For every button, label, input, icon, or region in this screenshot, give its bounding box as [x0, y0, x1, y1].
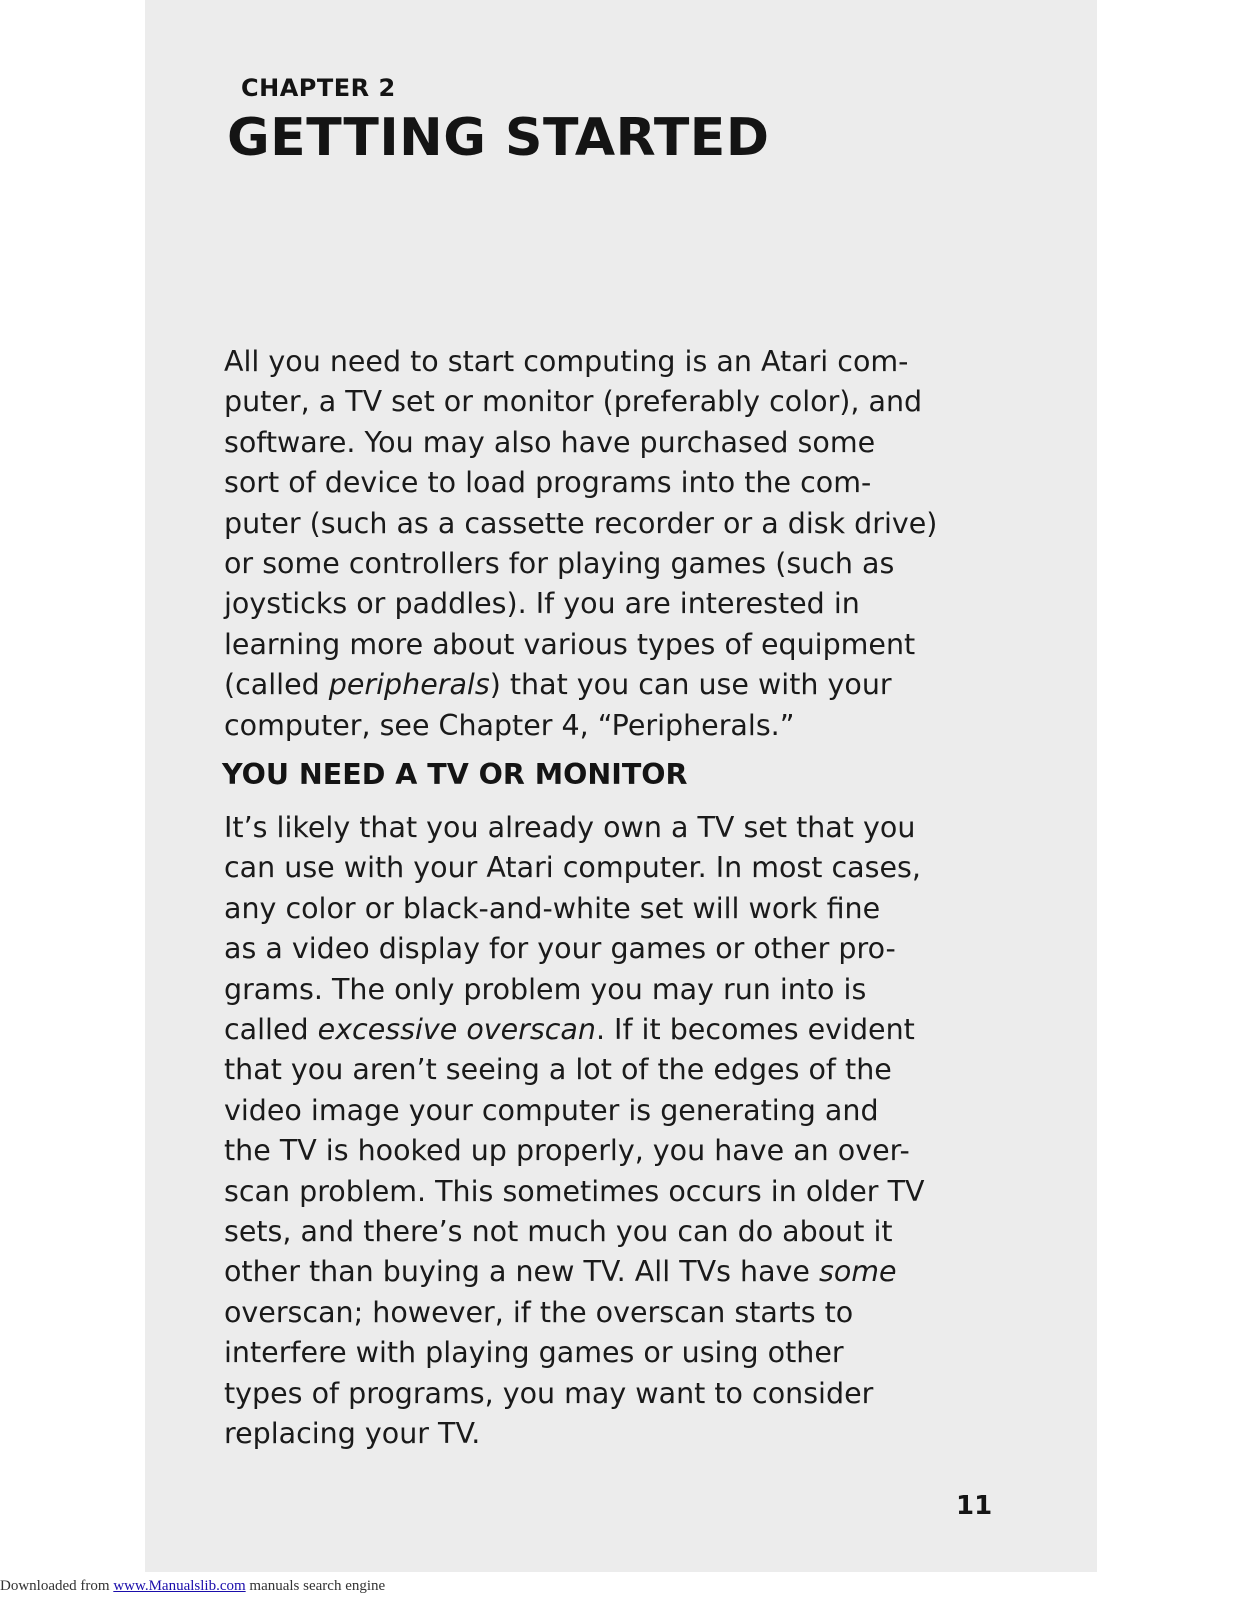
- text-line: [224, 1091, 925, 1131]
- footer-prefix: Downloaded from: [0, 1578, 114, 1594]
- manualslib-link[interactable]: www.Manualslib.com: [113, 1578, 246, 1594]
- text-line: [224, 342, 937, 382]
- italic-term: some: [819, 1255, 897, 1289]
- chapter-label: CHAPTER 2: [241, 74, 396, 102]
- text-run: sets, and there’s not much you can do about it: [224, 1215, 893, 1249]
- text-line: [224, 848, 925, 888]
- text-line: [224, 665, 937, 705]
- text-run: other than buying a new TV. All TVs have: [224, 1255, 819, 1289]
- text-line: [224, 1050, 925, 1090]
- text-line: [224, 1333, 925, 1373]
- italic-term: peripherals: [328, 668, 490, 702]
- text-line: [224, 889, 925, 929]
- text-run: puter (such as a cassette recorder or a disk drive): [224, 506, 938, 540]
- text-line: [224, 1414, 925, 1454]
- text-line: [224, 1131, 925, 1171]
- text-line: [224, 1252, 925, 1292]
- text-line: [224, 382, 937, 422]
- italic-term: excessive overscan: [317, 1013, 596, 1047]
- text-run: puter, a TV set or monitor (preferably color), and: [224, 385, 923, 419]
- section-paragraph: [224, 808, 925, 1455]
- text-run: types of programs, you may want to consider: [224, 1376, 874, 1410]
- text-line: [224, 625, 937, 665]
- text-run: replacing your TV.: [224, 1417, 481, 1451]
- text-run: software. You may also have purchased some: [224, 425, 876, 459]
- footer-suffix: manuals search engine: [245, 1578, 386, 1594]
- text-run: scan problem. This sometimes occurs in older TV: [224, 1174, 925, 1208]
- text-run: grams. The only problem you may run into is: [224, 972, 867, 1006]
- chapter-title: GETTING STARTED: [227, 108, 770, 168]
- text-line: [224, 423, 937, 463]
- text-run: interfere with playing games or using other: [224, 1336, 844, 1370]
- text-run: can use with your Atari computer. In most cases,: [224, 851, 921, 885]
- text-line: [224, 706, 937, 746]
- text-run: computer, see Chapter 4, “Peripherals.”: [224, 708, 795, 742]
- text-line: [224, 504, 937, 544]
- text-line: [224, 1212, 925, 1252]
- text-run: or some controllers for playing games (such as: [224, 547, 895, 581]
- text-run: overscan; however, if the overscan starts to: [224, 1295, 854, 1329]
- section-heading: YOU NEED A TV OR MONITOR: [222, 758, 688, 791]
- text-run: All you need to start computing is an Atari com-: [224, 345, 909, 378]
- text-line: [224, 1293, 925, 1333]
- text-run: ) that you can use with your: [489, 668, 892, 702]
- download-footer: [0, 1578, 1237, 1595]
- text-run: that you aren’t seeing a lot of the edges of the: [224, 1053, 892, 1087]
- text-run: the TV is hooked up properly, you have an over-: [224, 1134, 910, 1168]
- text-line: [224, 970, 925, 1010]
- text-run: joysticks or paddles). If you are interested in: [224, 587, 860, 621]
- text-run: . If it becomes evident: [595, 1013, 915, 1047]
- text-run: learning more about various types of equipment: [224, 627, 916, 661]
- text-line: [224, 808, 925, 848]
- text-line: [224, 544, 937, 584]
- intro-paragraph: [224, 342, 937, 746]
- text-run: (called: [224, 668, 329, 702]
- text-line: [224, 584, 937, 624]
- text-line: [224, 1010, 925, 1050]
- text-run: It’s likely that you already own a TV set that you: [224, 811, 916, 844]
- text-line: [224, 1172, 925, 1212]
- text-run: called: [224, 1013, 318, 1047]
- text-line: [224, 1374, 925, 1414]
- text-line: [224, 929, 925, 969]
- text-run: video image your computer is generating and: [224, 1093, 879, 1127]
- text-run: any color or black-and-white set will work fine: [224, 891, 881, 925]
- text-run: as a video display for your games or other pro-: [224, 932, 896, 966]
- text-run: sort of device to load programs into the com-: [224, 466, 872, 500]
- page-number: 11: [956, 1491, 993, 1521]
- text-line: [224, 463, 937, 503]
